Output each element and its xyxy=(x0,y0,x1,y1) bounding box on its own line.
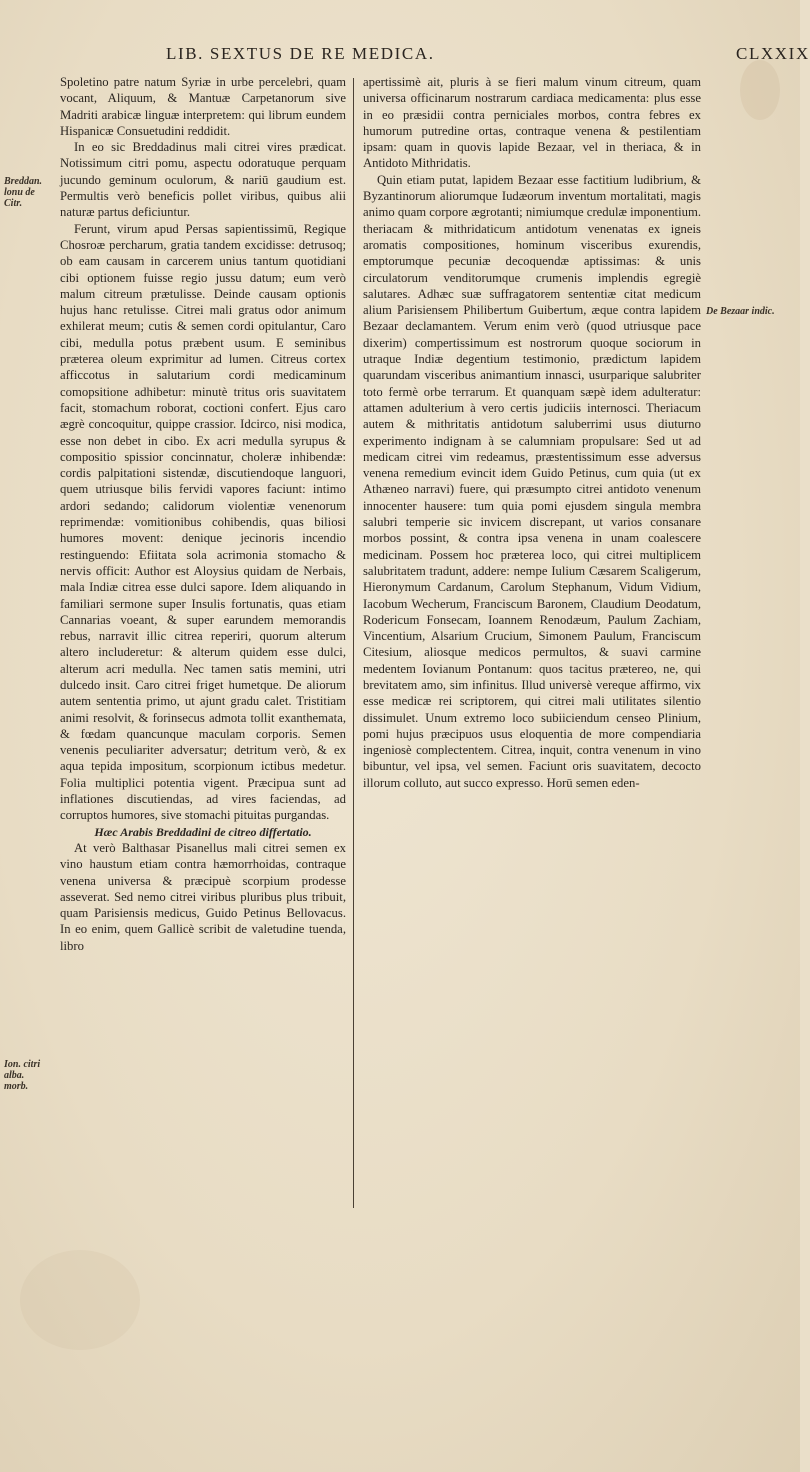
paragraph: Quin etiam putat, lapidem Bezaar esse factitium ludibrium, & Byzantinorum aliorumque Iudæorum inventum mortalitati, magis animo quam corpore ægrotanti; nimiumque credulæ imponentium. theriacam & mithridaticum antidotum venenatas ex igneis aromatis compositiones, hominum visceribus exurendis, emptorumque pecuniæ decoquendæ aptissimas: & unis circulatorum venditorumque crumenis implendis egregiè salutares. Adhæc suæ suffragatorem sententiæ citat medicum alium Parisiensem Philibertum Guibertum, æque contra lapidem Bezaar declamantem. Verum enim verò (quod utriusque pace dixerim) compertissimum est nostrorum quoque sociorum in utraque Indiæ degentium testimonio, prædictum lapidem quarundam visceribus animantium innasci, usurparique salubriter toto fermè orbe terrarum. Et quanquam sæpè idem adulteratur: attamen adulterium à vero certis judiciis internosci. Theriacum autem & mithritatis antidotum saluberrimi usus diuturno experimento indignam à se calumniam propulsare: Sed ut ad medicam citrei vim redeamus, præstentissimum esse adversus venena remedium evincit idem Guido Petinus, cum quia (ut ex Athæneo narravi) fuere, qui præsumpto citrei antidoto venenum innocenter hausere: tum quia pomi ejusdem singula membra salubri temperie sic invicem discrepant, ut varios consanare morbos possint, & contra ipsa venena in unam coalescere medicinam. Possem hoc præterea loco, qui citrei multiplicem salubritatem tradunt, addere: nempe Iulium Cæsarem Scaligerum, Hieronymum Cardanum, Carolum Stephanum, Vidum Vidium, Iacobum Wecherum, Franciscum Baronem, Claudium Deodatum, Rodericum Fonsecam, Ioannem Renodæum, Paulum Zachiam, Vincentium, Alsarium Crucium, Simonem Paulum, Franciscum Citesium, aliosque medicos permultos, & suavi carmine medentem Iovianum Pontanum: quos tacitus prætereo, ne, qui brevitatem amo, sim infinitus. Illud universè vereque affirmo, vix esse medicæ rei scriptorem, qui citrei mali utilitates silentio dissimulet. Unum extremo loco subiiciendum censeo Plinium, pomi hujus præcipuos usus eloquentia de more compendiaria ingeniosè complectentem. Citrea, inquit, contra venenum in vino bibuntur, vel ipsa, vel semen. Faciunt oris suavitatem, decocto illorum colluto, aut succo expresso. Horū semen eden- xyxy=(363,172,701,790)
paper-stain xyxy=(740,60,780,120)
paper-stain xyxy=(20,1250,140,1350)
paragraph: Spoletino patre natum Syriæ in urbe percelebri, quam vocant, Aliquum, & Mantuæ Carpetanorum sive Madriti arabicæ linguæ interpretem: qui librum eundem Hispanicæ Consuetudini reddidit. xyxy=(60,75,346,138)
margin-note-citri-alba: Ion. citri alba. morb. xyxy=(4,1059,41,1092)
right-column xyxy=(363,74,701,791)
margin-note-breddadinus: Breddan. lonu de Citr. xyxy=(4,176,43,209)
section-heading: Hæc Arabis Breddadini de citreo differtatio. xyxy=(94,824,312,839)
paragraph: At verò Balthasar Pisanellus mali citrei semen ex vino haustum etiam contra hæmorrhoidas, contraque venena universa & præcipuè scorpium prodesse asseverat. Sed nemo citrei viribus pluribus plus tribuit, quam Parisiensis medicus, Guido Petinus Bellovacus. In eo enim, quem Gallicè scribit de valetudine tuenda, libro xyxy=(60,840,346,953)
margin-note-bezaar: De Bezaar indic. xyxy=(706,306,775,317)
left-column xyxy=(60,74,346,954)
paragraph: Ferunt, virum apud Persas sapientissimū, Regique Chosroæ percharum, gratia tandem excidisse: detrusoq; ob eam causam in carcerem unius tantum quotidiani cibi optionem fuisse regio jussu datum; eum verò malum citreum prætulisse. Deinde causam optionis hujus hanc retulisse. Citrei mali gratus odor animum exhilerat meum; cutis & semen cordi opitulantur, Caro cibi, medulla potus præbent usum. E seminibus præterea oleum exprimitur ad lumen. Citreus cortex afficcotus in salutarium cordi medicaminum comopsitione adhibetur: minutè tritus oris suavitatem facit, stomachum roborat, coctioni confert. Ejus caro ægrè concoquitur, quippe crassior. Idcirco, nisi modica, esse non debet in cibo. Ex acri medulla syrupus & compositio spissior concinnatur, choleræ inhibendæ: cordis palpitationi sistendæ, discutiendoque languori, quem utriusque bilis fervidi vapores faciunt: intimo ardori sedando; calidorum violentiæ venenorum reprimendæ: vomitionibus cohibendis, quas biliosi humores movent: denique jecinoris incendio restinguendo: Efiitata sola acrimonia stomacho & nervis officit: Author est Aloysius quidam de Nerbais, mala Indiæ citrea esse dulci sapore. Idem aliquando in familiari sermone super Insulis fortunatis, quas etiam Cannarias voeant, & super earundem memorandis rebus, narravit illic citrea reperiri, quorum alterum altero includeretur: & alterum quidem esse dulci, alterum acri medulla. Nec tamen satis memini, utri dulcedo insit. Caro citrei friget humetque. De aliorum autem sententia primo, ut ajunt gradu calet. Tristitiam animi resolvit, & forinsecus admota tollit exanthemata, & fœdam quancunque maculam corporis. Semen venenis peculiariter adversatur; detritum verò, & ex aqua tepida impositum, scorpionum ictibus medetur. Folia multiplici potentia vigent. Præcipua sunt ad inflationes discutiendas, ad vires faciendas, ad corruptos humores, sive stomachi pituitas purgandas. xyxy=(60,221,346,823)
paragraph: In eo sic Breddadinus mali citrei vires prædicat. Notissimum citri pomu, aspectu odoratuque perquam jucundo geminum oculorum, & nariū gaudium est. Permultis verò beneficis pollet viribus, quibus alii naturæ partus deficiuntur. xyxy=(60,140,346,220)
header-title: LIB. SEXTUS DE RE MEDICA. xyxy=(166,44,435,63)
column-divider xyxy=(353,78,354,1208)
paragraph: apertissimè ait, pluris à se fieri malum vinum citreum, quam universa officinarum nostrarum cardiaca medicamenta: plus esse in eo præsidii contra perniciales morbos, contra febres ex humorum putredine ortas, contraque venena & pestilentiam ipsam: quam in quovis lapide Bezaar, vel in theriaca, & in Antidoto Mithridatis. xyxy=(363,75,701,171)
page-number: CLXXIX xyxy=(736,44,810,63)
running-header xyxy=(20,44,810,68)
